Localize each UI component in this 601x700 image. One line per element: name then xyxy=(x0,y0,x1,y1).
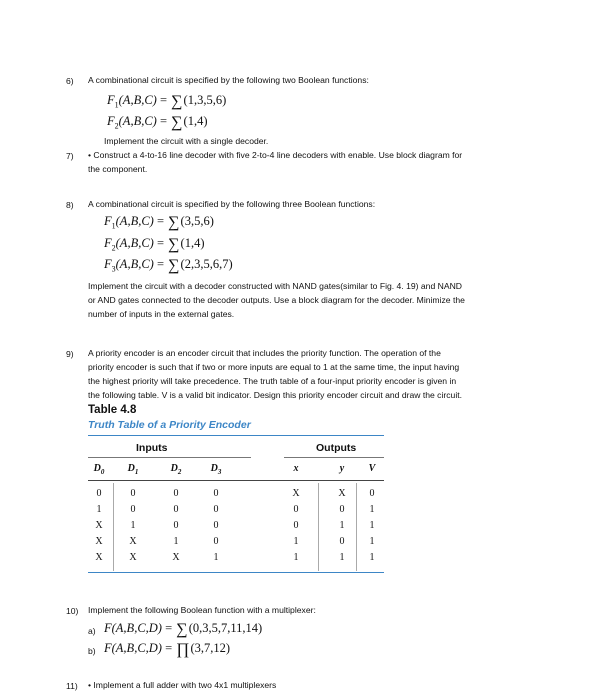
table-top-rule xyxy=(88,435,384,436)
table-label: Table 4.8 xyxy=(88,404,137,416)
q8-number: 8) xyxy=(66,200,74,210)
product-icon: ∏ xyxy=(176,641,190,658)
q7-line2: the component. xyxy=(88,164,148,174)
inputs-header: Inputs xyxy=(136,442,168,454)
sigma-icon: ∑ xyxy=(171,93,183,110)
q9-line1: A priority encoder is an encoder circuit that includes the priority function. The operation of the xyxy=(88,348,441,358)
q7-number: 7) xyxy=(66,151,74,161)
q10-b-label: b) xyxy=(88,646,96,656)
q6-number: 6) xyxy=(66,76,74,86)
q7-line1: • Construct a 4-to-16 line decoder with five 2-to-4 line decoders with enable. Use block diagram for xyxy=(88,150,463,160)
col-header-y: y xyxy=(339,463,345,474)
priority-encoder-table xyxy=(88,437,384,575)
q10-function-b: F(A,B,C,D) = ∏(3,7,12) xyxy=(104,641,231,658)
col-header-x: x xyxy=(293,463,299,474)
sigma-icon: ∑ xyxy=(168,214,180,231)
q8-line2: or AND gates connected to the decoder outputs. Use a block diagram for the decoder. Minimize the xyxy=(88,295,465,305)
q6-task: Implement the circuit with a single decoder. xyxy=(104,136,269,146)
sigma-icon: ∑ xyxy=(176,621,188,638)
q6-function-f1: $F_1(A,B,C) = \sum(1,3,5,6)$ xyxy=(107,93,227,110)
header-bottom-rule xyxy=(88,480,384,481)
q11-number: 11) xyxy=(66,681,78,691)
q10-intro: Implement the following Boolean function with a multiplexer: xyxy=(88,605,316,615)
inputs-header-rule xyxy=(88,457,251,458)
q8-function-f2: $F_2(A,B,C) = \sum(1,4)$ xyxy=(104,236,205,253)
q9-line3: the highest priority will take precedence. The truth table of a four-input priority encoder is given in xyxy=(88,376,457,386)
col-header-d3: $D_3$ xyxy=(210,463,222,476)
sigma-icon: ∑ xyxy=(171,114,183,131)
outputs-header-rule xyxy=(284,457,384,458)
q6-function-f2: $F_2(A,B,C) = \sum(1,4)$ xyxy=(107,114,208,131)
q9-line2: priority encoder is such that if two or more inputs are equal to 1 at the same time, the input having xyxy=(88,362,460,372)
bullet-icon: • xyxy=(88,150,92,160)
q10-function-a: F(A,B,C,D) = ∑(0,3,5,7,11,14) xyxy=(104,621,263,638)
table-row: 0 0 0 0 X X 0 xyxy=(96,488,375,499)
outputs-header: Outputs xyxy=(316,442,357,454)
table-bottom-rule xyxy=(88,572,384,573)
q10-a-label: a) xyxy=(88,626,96,636)
q8-line1: Implement the circuit with a decoder constructed with NAND gates(similar to Fig. 4. 19) and NAND xyxy=(88,281,462,291)
col-header-d2: $D_2$ xyxy=(170,463,182,476)
q9-number: 9) xyxy=(66,349,74,359)
q8-intro: A combinational circuit is specified by the following three Boolean functions: xyxy=(88,199,376,209)
col-header-v: V xyxy=(368,463,376,474)
q10-number: 10) xyxy=(66,606,79,616)
q8-function-f3: $F_3(A,B,C) = \sum(2,3,5,6,7)$ xyxy=(104,257,233,274)
q11-text: • Implement a full adder with two 4x1 multiplexers xyxy=(88,680,277,690)
q8-line3: number of inputs in the external gates. xyxy=(88,309,235,319)
sigma-icon: ∑ xyxy=(168,236,180,253)
table-row: X X X 1 1 1 1 xyxy=(95,552,375,563)
q8-function-f1: $F_1(A,B,C) = \sum(3,5,6)$ xyxy=(104,214,214,231)
table-caption: Truth Table of a Priority Encoder xyxy=(88,419,251,431)
table-row: X X 1 0 1 0 1 xyxy=(95,536,375,547)
bullet-icon: • xyxy=(88,680,92,690)
q6-intro: A combinational circuit is specified by the following two Boolean functions: xyxy=(88,75,369,85)
col-header-d0: $D_0$ xyxy=(93,463,105,476)
table-row: X 1 0 0 0 1 1 xyxy=(95,520,375,531)
q9-line4: the following table. V is a valid bit indicator. Design this priority encoder circuit and draw the circuit. xyxy=(88,390,463,400)
sigma-icon: ∑ xyxy=(168,257,180,274)
table-row: 1 0 0 0 0 0 1 xyxy=(96,504,375,515)
col-header-d1: $D_1$ xyxy=(127,463,139,476)
